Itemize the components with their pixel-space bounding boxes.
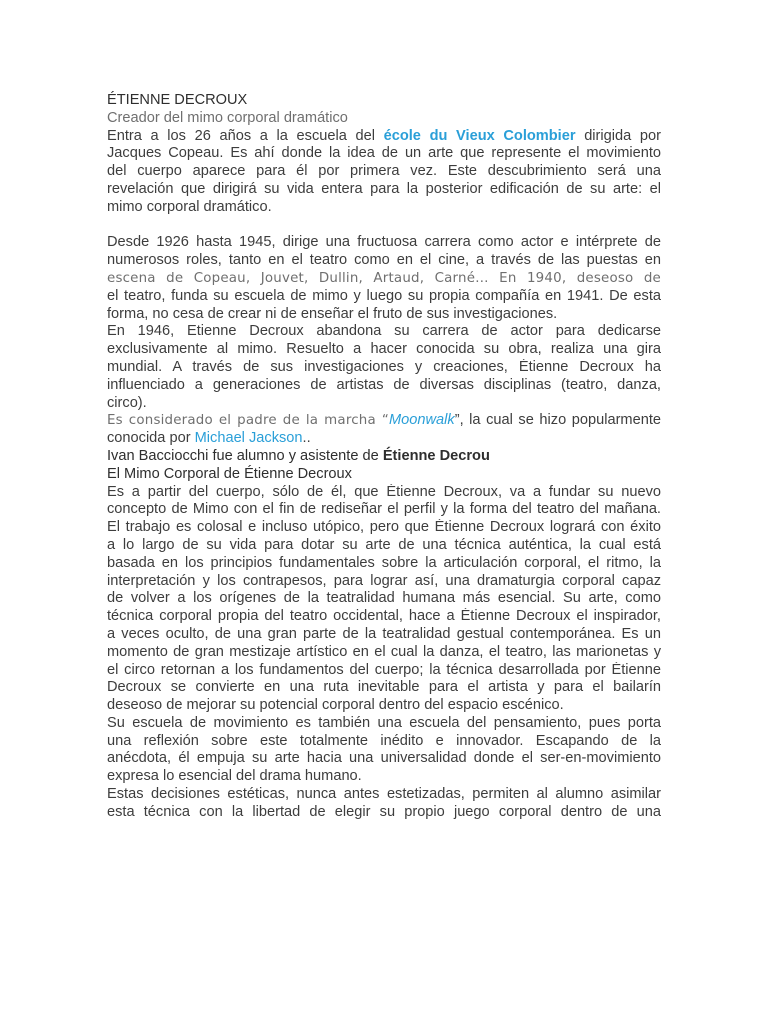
paragraph-line: expresa lo esencial del drama humano. — [107, 768, 362, 785]
paragraph-line: Su escuela de movimiento es también una escuela del pensamiento, pues porta — [107, 714, 661, 731]
document-subtitle: Creador del mimo corporal dramático — [107, 109, 348, 126]
michael-jackson-link[interactable]: Michael Jackson — [194, 430, 303, 447]
paragraph-1946 — [107, 323, 661, 412]
paragraph-line: técnica corporal propia del teatro occidental, hace a Étienne Decroux el inspirador, — [107, 608, 661, 625]
paragraph-intro — [107, 128, 661, 217]
paragraph-line: mimo corporal dramático. — [107, 198, 272, 215]
paragraph-line: conocida por Michael Jackson.. — [107, 430, 311, 447]
paragraph-line: circo). — [107, 394, 147, 411]
paragraph-line: Decroux se convierte en una ruta inevitable para el artista y para el bailarín — [107, 679, 661, 696]
paragraph-line: anécdota, él empuja su arte hacia una universalidad donde el ser-en-movimiento — [107, 750, 661, 767]
paragraph-line: a lo largo de su vida para dotar su arte de una técnica auténtica, la cual está — [107, 536, 661, 553]
paragraph-line: escena de Copeau, Jouvet, Dullin, Artaud, Carné… En 1940, deseoso de — [107, 270, 661, 286]
paragraph-mimo-corporal — [107, 484, 661, 715]
section-title: El Mimo Corporal de Étienne Decroux — [107, 465, 352, 482]
paragraph-line: Jacques Copeau. Es ahí donde la idea de un arte que represente el movimiento — [107, 145, 661, 162]
paragraph-line: En 1946, Etienne Decroux abandona su carrera de actor para dedicarse — [107, 323, 661, 340]
paragraph-line: interpretación y los contrapesos, para lograr así, una dramaturgia corporal capaz — [107, 572, 661, 589]
paragraph-line: Desde 1926 hasta 1945, dirige una fructuosa carrera como actor e intérprete de — [107, 234, 661, 251]
paragraph-career — [107, 234, 661, 323]
document-page — [107, 92, 661, 822]
paragraph-line: Entra a los 26 años a la escuela del école du Vieux Colombier dirigida por — [107, 127, 661, 144]
paragraph-decisiones — [107, 786, 661, 822]
paragraph-line: Es considerado el padre de la marcha “Moonwalk”, la cual se hizo popularmente — [107, 412, 661, 429]
paragraph-line: a veces oculto, de una gran parte de la teatralidad gestual contemporánea. Es un — [107, 625, 661, 642]
paragraph-line: del cuerpo aparece para él por primera vez. Este descubrimiento será una — [107, 163, 661, 180]
paragraph-line: mundial. A través de sus investigaciones y creaciones, Étienne Decroux ha — [107, 358, 661, 375]
moonwalk-link[interactable]: Moonwalk — [389, 412, 455, 429]
paragraph-moonwalk — [107, 412, 661, 448]
paragraph-line: influenciado a generaciones de artistas de diversas disciplinas (teatro, danza, — [107, 376, 661, 393]
paragraph-line: revelación que dirigirá su vida entera para la posterior edificación de su arte: el — [107, 180, 661, 197]
paragraph-line: basada en los principios fundamentales sobre la articulación corporal, el ritmo, la — [107, 554, 661, 571]
paragraph-line: numerosos roles, tanto en el teatro como en el cine, a través de las puestas en — [107, 252, 661, 269]
paragraph-line: El trabajo es colosal e incluso utópico, pero que Étienne Decroux logrará con éxito — [107, 519, 661, 536]
paragraph-line: exclusivamente al mimo. Resuelto a hacer conocida su obra, realiza una gira — [107, 341, 661, 358]
paragraph-line: el teatro, funda su escuela de mimo y luego su propia compañía en 1941. De esta — [107, 287, 661, 304]
ecole-vieux-colombier-link[interactable]: école du Vieux Colombier — [383, 127, 576, 144]
paragraph-line: deseoso de mejorar su potencial corporal dentro del espacio escénico. — [107, 697, 564, 714]
paragraph-line: forma, no cesa de crear ni de enseñar el fruto de sus investigaciones. — [107, 305, 558, 322]
paragraph-line: de volver a los orígenes de la teatralidad humana más esencial. Su arte, como — [107, 590, 661, 607]
paragraph-spacer — [107, 217, 661, 235]
paragraph-line: momento de gran mestizaje artístico en el cual la danza, el teatro, las marionetas y — [107, 643, 661, 660]
paragraph-line: concepto de Mimo con el fin de rediseñar el perfil y la forma del teatro del mañana. — [107, 501, 661, 518]
paragraph-line: el circo retornan a los fundamentos del cuerpo; la técnica desarrollada por Étienne — [107, 661, 661, 678]
assistant-line: Ivan Bacciocchi fue alumno y asistente de Étienne Decrou — [107, 447, 490, 464]
paragraph-escuela — [107, 715, 661, 786]
paragraph-line: Estas decisiones estéticas, nunca antes estetizadas, permiten al alumno asimilar — [107, 786, 661, 803]
decroux-bold-name: Étienne Decrou — [382, 447, 490, 464]
paragraph-line: una reflexión sobre este totalmente inédito e innovador. Escapando de la — [107, 732, 661, 749]
paragraph-line: esta técnica con la libertad de elegir su propio juego corporal dentro de una — [107, 803, 661, 820]
document-title: ÉTIENNE DECROUX — [107, 92, 248, 108]
paragraph-line: Es a partir del cuerpo, sólo de él, que Étienne Decroux, va a fundar su nuevo — [107, 483, 661, 500]
